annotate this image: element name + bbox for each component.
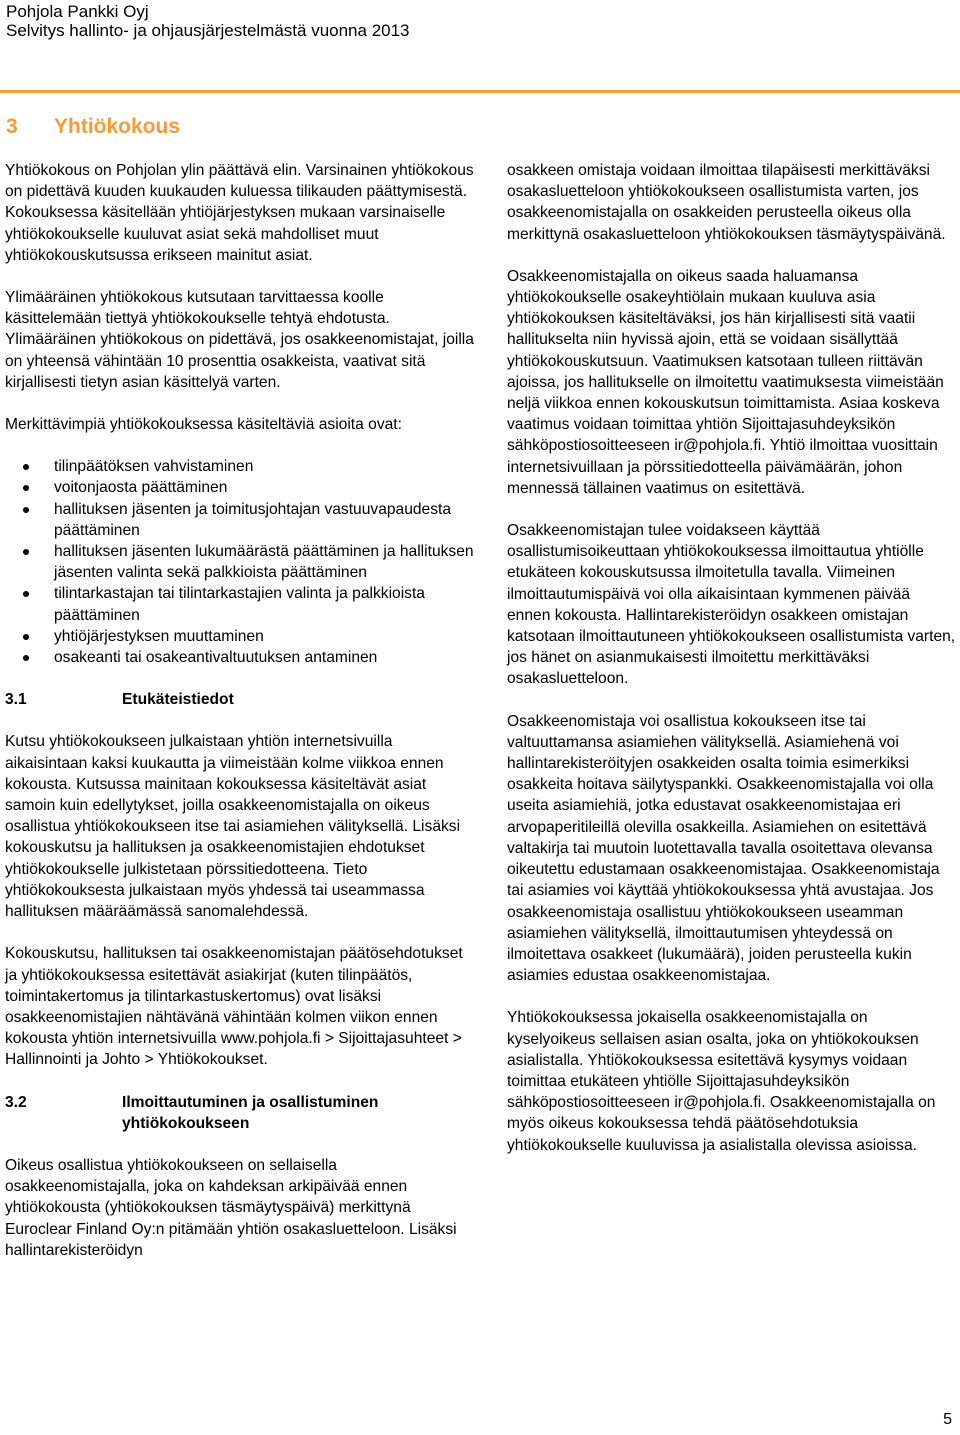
paragraph: Osakkeenomistajan tulee voidakseen käyttää osallistumisoikeuttaan yhtiökokouksessa ilmoittautua yhtiölle etukäteen kokouskutsussa ilmoitetulla tavalla. Viimeinen ilmoittautumispäivä voi olla aikaisintaan kymmenen päivää ennen kokousta. Hallintarekisteröidyn osakkeen omistajan katsotaan ilmoittautuneen yhtiökokoukseen osallistumista varten, jos hänet on asianmukaisesti ilmoitettu merkittäväksi osakasluetteloon. bbox=[507, 522, 956, 688]
paragraph: Osakkeenomistaja voi osallistua kokoukseen itse tai valtuuttamansa asiamiehen välityksellä. Asiamiehenä voi hallintarekisteröityjen osakkeiden osalta toimia esimerkiksi osakkeita hoitava säilytyspankki. Osakkeenomistajalla voi olla useita asiamiehiä, jotka edustavat osakkeenomistajaa eri arvopaperitileillä olevilla osakkeilla. Asiamiehen on esitettävä valtakirja tai muutoin luotettavalla tavalla osoitettava olevansa oikeutettu edustamaan osakkeenomistajaa. Osakkeenomistaja tai asiamies voi käyttää yhtiökokouksessa yhtä avustajaa. Jos osakkeenomistaja osallistuu yhtiökokoukseen useamman asiamiehen välityksellä, ilmoittautumisen yhteydessä on ilmoitettava osakkeet (lukumäärä), joiden perusteella kukin asiamies edustaa osakkeenomistajaa. bbox=[507, 712, 940, 985]
list-item: voitonjaosta päättäminen bbox=[5, 477, 475, 498]
list-item: hallituksen jäsenten lukumäärästä päättäminen ja hallituksen jäsenten valinta sekä palkkioista päättäminen bbox=[5, 541, 475, 583]
paragraph: Merkittävimpiä yhtiökokouksessa käsiteltäviä asioita ovat: bbox=[5, 416, 402, 434]
subsection-title: Etukäteistiedot bbox=[122, 691, 234, 709]
section-title: Yhtiökokous bbox=[54, 115, 181, 138]
page-header bbox=[6, 2, 410, 40]
list-item: osakeanti tai osakeantivaltuutuksen antaminen bbox=[5, 647, 475, 668]
paragraph: Kokouskutsu, hallituksen tai osakkeenomistajan päätösehdotukset ja yhtiökokouksessa esitettävät asiakirjat (kuten tilinpäätös, toimintakertomus ja tilintarkastuskertomus) ovat lisäksi osakkeenomistajien nähtävänä vähintään kolmen viikon ennen kokousta yhtiön internetsivuilla www.pohjola.fi > Sijoittajasuhteet > Hallinnointi ja Johto > Yhtiökokoukset. bbox=[5, 945, 463, 1069]
paragraph: Yhtiökokouksessa jokaisella osakkeenomistajalla on kyselyoikeus sellaisen asian osalta, joka on yhtiökokouksen asialistalla. Yhtiökokouksessa esitettävä kysymys voidaan toimittaa etukäteen yhtiölle Sijoittajasuhdeyksikön sähköpostiosoitteeseen ir@pohjola.fi. Osakkeenomistajalla on myös oikeus kokouksessa tehdä päätösehdotuksia yhtiökokoukselle kuuluvissa ja asialistalla olevissa asioissa. bbox=[507, 1009, 936, 1154]
list-item: hallituksen jäsenten ja toimitusjohtajan vastuuvapaudesta päättäminen bbox=[5, 499, 475, 541]
section-number: 3 bbox=[6, 115, 18, 138]
subsection-number: 3.1 bbox=[5, 691, 27, 709]
paragraph: Oikeus osallistua yhtiökokoukseen on sellaisella osakkeenomistajalla, joka on kahdeksan arkipäivää ennen yhtiökokousta (yhtiökokouksen täsmäytyspäivä) merkittynä Euroclear Finland Oy:n pitämään yhtiön osakasluetteloon. Lisäksi hallintarekisteröidyn bbox=[5, 1156, 457, 1259]
subsection-heading-3-1 bbox=[5, 689, 475, 710]
header-divider bbox=[0, 90, 960, 93]
paragraph: Osakkeenomistajalla on oikeus saada haluamansa yhtiökokoukselle osakeyhtiölain mukaan kuuluva asia yhtiökokouksen käsiteltäväksi, jos hän kirjallisesti sitä vaatii hallitukselta niin hyvissä ajoin, että se voidaan sisällyttää yhtiökokouskutsuun. Vaatimuksen katsotaan tulleen riittävän ajoissa, jos hallitukselle on ilmoitettu vaatimuksesta viimeistään neljä viikkoa ennen kokouskutsun toimittamista. Asiaa koskeva vaatimus voidaan toimittaa yhtiön Sijoittajasuhdeyksikön sähköpostiosoitteeseen ir@pohjola.fi. Yhtiö ilmoittaa vuosittain internetsivuillaan ja pörssitiedotteella päivämäärän, johon mennessä tällainen vaatimus on esitettävä. bbox=[507, 267, 944, 497]
list-item: tilintarkastajan tai tilintarkastajien valinta ja palkkioista päättäminen bbox=[5, 583, 475, 625]
left-column bbox=[5, 160, 475, 1261]
company-name: Pohjola Pankki Oyj bbox=[6, 2, 149, 21]
document-subtitle: Selvitys hallinto- ja ohjausjärjestelmästä vuonna 2013 bbox=[6, 21, 410, 40]
paragraph: Ylimääräinen yhtiökokous kutsutaan tarvittaessa koolle käsittelemään tiettyä yhtiökokoukselle tehtyä ehdotusta. Ylimääräinen yhtiökokous on pidettävä, jos osakkeenomistajat, joilla on yhteensä vähintään 10 prosenttia osakkeista, vaativat sitä kirjallisesti tietyn asian käsittelyä varten. bbox=[5, 289, 474, 391]
subsection-heading-3-2 bbox=[5, 1092, 475, 1134]
list-item: tilinpäätöksen vahvistaminen bbox=[5, 456, 475, 477]
section-heading bbox=[6, 114, 180, 140]
subsection-number: 3.2 bbox=[5, 1093, 27, 1111]
right-column bbox=[507, 160, 957, 1156]
paragraph: Yhtiökokous on Pohjolan ylin päättävä elin. Varsinainen yhtiökokous on pidettävä kuuden kuukauden kuluessa tilikauden päättymisestä. Kokouksessa käsitellään yhtiöjärjestyksen mukaan varsinaiselle yhtiökokoukselle kuuluvat asiat sekä mahdolliset muut yhtiökokouskutsussa erikseen mainitut asiat. bbox=[5, 162, 474, 264]
agenda-list bbox=[5, 456, 475, 668]
list-item: yhtiöjärjestyksen muuttaminen bbox=[5, 626, 475, 647]
paragraph: Kutsu yhtiökokoukseen julkaistaan yhtiön internetsivuilla aikaisintaan kaksi kuukautta ja viimeistään kolme viikkoa ennen kokousta. Kutsussa mainitaan kokouksessa käsiteltävät asiat samoin kuin edellytykset, joilla osakkeenomistajalla on oikeus osallistua yhtiökokoukseen itse tai asiamiehen välityksellä. Lisäksi kokouskutsu ja hallituksen ja osakkeenomistajien ehdotukset yhtiökokoukselle julkistetaan pörssitiedotteena. Tieto yhtiökokouksesta julkaistaan myös yhdessä tai useammassa hallituksen määräämässä sanomalehdessä. bbox=[5, 733, 461, 921]
paragraph: osakkeen omistaja voidaan ilmoittaa tilapäisesti merkittäväksi osakasluetteloon yhtiökokoukseen osallistumista varten, jos osakkeenomistajalla on osakkeiden perusteella oikeus olla merkittynä osakasluetteloon yhtiökokouksen täsmäytyspäivänä. bbox=[507, 162, 946, 243]
page-number: 5 bbox=[943, 1411, 952, 1428]
subsection-title: Ilmoittautuminen ja osallistuminen yhtiökokoukseen bbox=[122, 1093, 379, 1132]
